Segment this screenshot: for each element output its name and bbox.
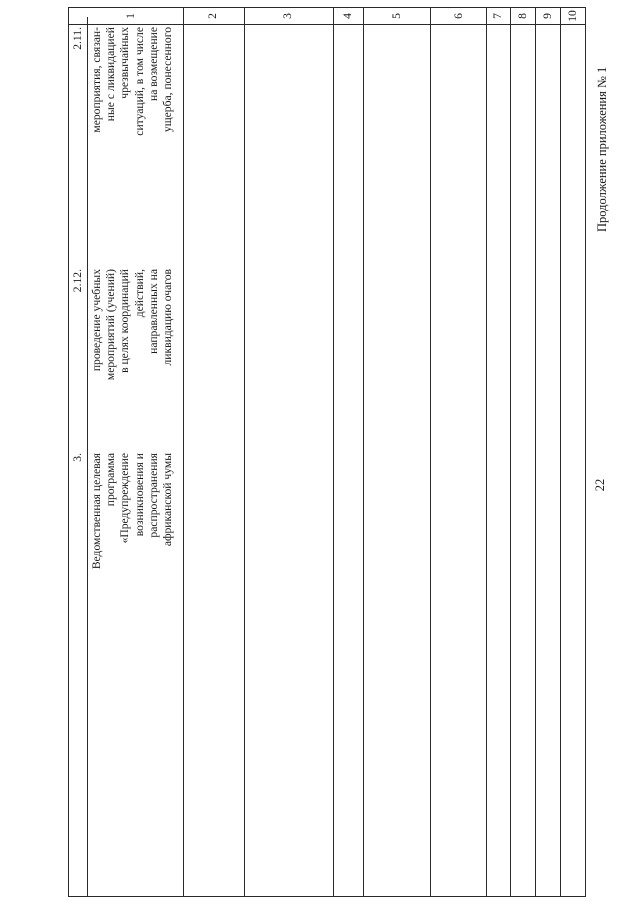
row-number: 2.12. xyxy=(71,269,84,293)
c1-line: действий, xyxy=(132,269,146,318)
col-divider-5-6 xyxy=(430,7,431,897)
c1-line: на возмещение xyxy=(146,27,160,101)
continuation-caption: Продолжение приложения № 1 xyxy=(595,66,609,232)
page-number: 22 xyxy=(593,478,607,492)
c1-line: возникновения и xyxy=(132,453,146,537)
col-divider-9-10 xyxy=(560,7,561,897)
header-col-4: 4 xyxy=(341,13,354,19)
header-divider xyxy=(68,24,585,25)
header-col-7: 7 xyxy=(491,13,504,19)
c1-line: направленных на xyxy=(146,269,160,354)
c1-line: мероприятий (учений) xyxy=(104,269,118,381)
c1-line: чрезвычайных xyxy=(118,27,132,99)
c1-line: ликвидацию очагов xyxy=(161,269,174,366)
header-col-10: 10 xyxy=(566,10,579,22)
col-divider-7-8 xyxy=(510,7,511,897)
c1-line: распространения xyxy=(146,453,160,538)
table-border-right xyxy=(585,7,586,897)
col-divider-2-3 xyxy=(244,7,245,897)
row-number: 2.11. xyxy=(71,27,84,50)
header-col-1: 1 xyxy=(124,13,137,19)
c1-line: программа xyxy=(104,453,118,507)
table-border-bottom xyxy=(68,896,585,897)
table-border-left xyxy=(68,7,69,897)
c1-line: «Предупреждение xyxy=(118,453,132,544)
col-divider-4-5 xyxy=(363,7,364,897)
c1-line: африканской чумы xyxy=(161,453,174,547)
c1-line: Ведомственная целевая xyxy=(90,453,103,570)
header-col-6: 6 xyxy=(452,13,465,19)
header-col-9: 9 xyxy=(541,13,554,19)
table-border-top xyxy=(68,7,585,8)
col-divider-3-4 xyxy=(333,7,334,897)
col-divider-8-9 xyxy=(535,7,536,897)
header-col-8: 8 xyxy=(516,13,529,19)
c1-line: ные с ликвидацией xyxy=(104,27,118,122)
c1-line: мероприятия, связан- xyxy=(90,27,103,133)
row-number: 3. xyxy=(71,453,84,462)
number-column-divider xyxy=(87,17,88,897)
header-col-5: 5 xyxy=(390,13,403,19)
c1-line: в целях координаций xyxy=(118,269,132,373)
c1-line: проведение учебных xyxy=(90,269,103,372)
header-col-3: 3 xyxy=(281,13,294,19)
c1-line: ущерба, понесенного xyxy=(161,27,174,133)
c1-line: ситуаций, в том числе xyxy=(132,27,146,136)
col-divider-6-7 xyxy=(486,7,487,897)
header-col-2: 2 xyxy=(206,13,219,19)
col-divider-1-2 xyxy=(183,7,184,897)
